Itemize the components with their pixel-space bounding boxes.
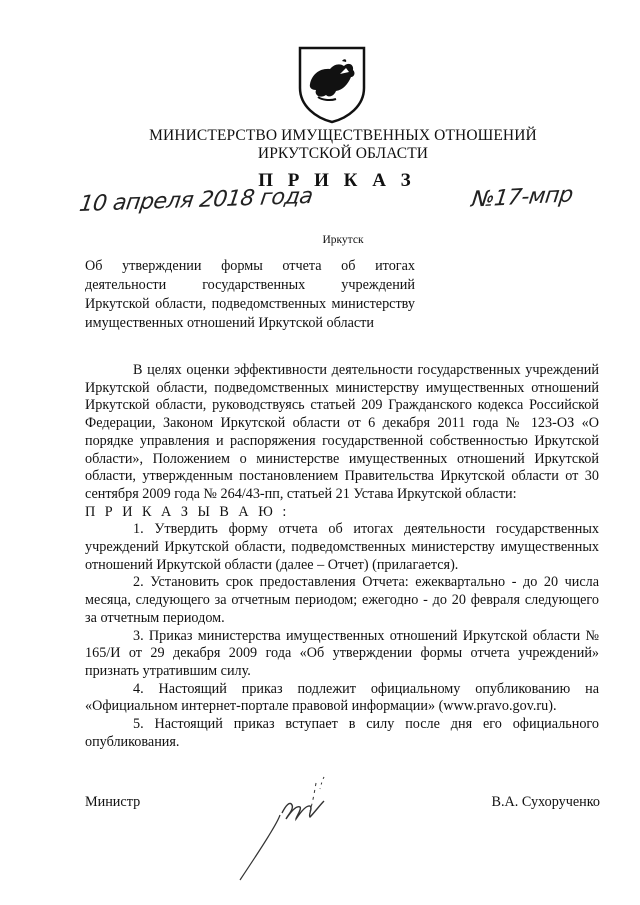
order-body xyxy=(85,362,599,751)
coat-of-arms-icon xyxy=(296,44,368,124)
order-item-5: 5. Настоящий приказ вступает в силу после дня его официального опубликования. xyxy=(85,716,599,750)
order-item-4: 4. Настоящий приказ подлежит официальному опубликованию на «Официальном интернет-портале правовой информации» (www.pravo.gov.ru). xyxy=(85,680,599,715)
ministry-line-1: МИНИСТЕРСТВО ИМУЩЕСТВЕННЫХ ОТНОШЕНИЙ xyxy=(149,127,537,144)
decree-word: П Р И К А З Ы В А Ю : xyxy=(85,503,290,520)
handwritten-date: 10 апреля 2018 года xyxy=(77,183,315,218)
handwritten-order-number: №17-мпр xyxy=(470,182,575,213)
ministry-name xyxy=(0,127,640,163)
order-item-2: 2. Установить срок предоставления Отчета: ежеквартально - до 20 числа месяца, следующего за отчетным периодом; ежегодно - до 20 февраля следующего за отчетным периодом. xyxy=(85,574,599,626)
order-item-1: 1. Утвердить форму отчета об итогах деятельности государственных учреждений Иркутской области, подведомственных министерству имущественных отношений Иркутской области (далее – Отчет) (прилагается). xyxy=(85,521,599,573)
signature-icon xyxy=(220,775,350,885)
order-item-3: 3. Приказ министерства имущественных отношений Иркутской области № 165/И от 29 декабря 2009 года «Об утверждении формы отчета учреждений» признать утратившим силу. xyxy=(85,627,599,679)
order-title: П Р И К А З xyxy=(258,170,416,191)
order-subject: Об утверждении формы отчета об итогах деятельности государственных учреждений Иркутской области, подведомственных министерству имущественных отношений Иркутской области xyxy=(85,258,415,331)
ministry-line-2: ИРКУТСКОЙ ОБЛАСТИ xyxy=(257,145,429,162)
signer-name: В.А. Сухорученко xyxy=(491,794,600,810)
signer-title: Министр xyxy=(85,794,141,810)
city: Иркутск xyxy=(322,234,364,246)
preamble-paragraph: В целях оценки эффективности деятельности государственных учреждений Иркутской области, подведомственных министерству имущественных отношений Иркутской области, руководствуясь статьей 209 Гражданского кодекса Российской Федерации, Законом Иркутской области от 6 декабря 2011 года № 123-ОЗ «О порядке управления и распоряжения государственной собственностью Иркутской области», Положением о министерстве имущественных отношений Иркутской области, утвержденным постановлением Правительства Иркутской области от 30 сентября 2009 года № 264/43-пп, статьей 21 Устава Иркутской области: xyxy=(85,362,599,502)
